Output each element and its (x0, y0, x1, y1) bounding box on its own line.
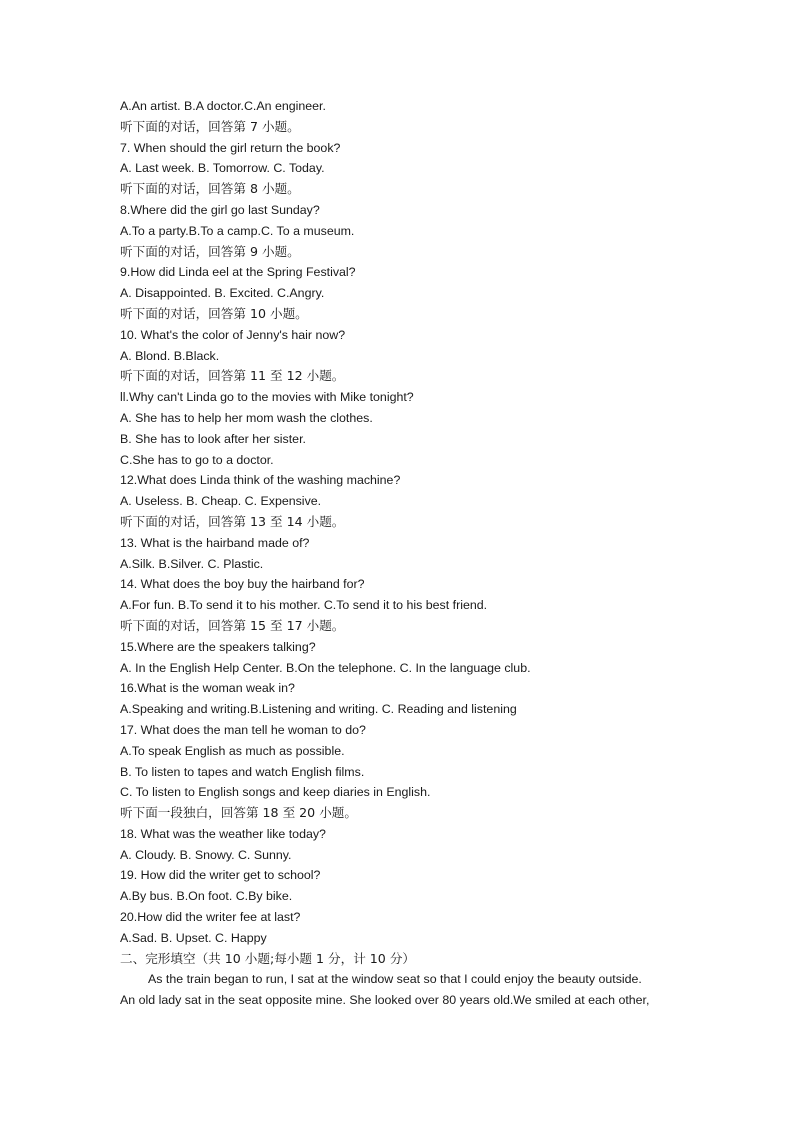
answer-options-q16: A.Speaking and writing.B.Listening and writing. C. Reading and listening (120, 702, 517, 717)
answer-options-q7: A. Last week. B. Tomorrow. C. Today. (120, 161, 325, 176)
answer-option-q11-b: B. She has to look after her sister. (120, 431, 306, 446)
section-heading-cloze: 二、完形填空（共 10 小题;每小题 1 分，计 10 分） (120, 950, 416, 966)
answer-options-q15: A. In the English Help Center. B.On the telephone. C. In the language club. (120, 660, 531, 675)
question-9: 9.How did Linda eel at the Spring Festival? (120, 265, 356, 280)
question-14: 14. What does the boy buy the hairband for? (120, 577, 365, 592)
answer-options-q8: A.To a party.B.To a camp.C. To a museum. (120, 223, 355, 238)
section-instruction-q10: 听下面的对话，回答第 10 小题。 (120, 305, 308, 321)
section-instruction-q9: 听下面的对话，回答第 9 小题。 (120, 243, 300, 259)
question-18: 18. What was the weather like today? (120, 826, 326, 841)
answer-options-q12: A. Useless. B. Cheap. C. Expensive. (120, 494, 322, 509)
answer-options-q13: A.Silk. B.Silver. C. Plastic. (120, 556, 264, 571)
question-15: 15.Where are the speakers talking? (120, 639, 316, 654)
section-instruction-q15-17: 听下面的对话，回答第 15 至 17 小题。 (120, 617, 345, 633)
question-7: 7. When should the girl return the book? (120, 140, 341, 155)
answer-options-q14: A.For fun. B.To send it to his mother. C.To send it to his best friend. (120, 598, 488, 613)
answer-option-q17-c: C. To listen to English songs and keep diaries in English. (120, 785, 431, 800)
section-instruction-q18-20: 听下面一段独白，回答第 18 至 20 小题。 (120, 805, 357, 821)
question-16: 16.What is the woman weak in? (120, 681, 295, 696)
question-20: 20.How did the writer fee at last? (120, 910, 301, 925)
answer-option-q17-b: B. To listen to tapes and watch English films. (120, 764, 365, 779)
section-instruction-q7: 听下面的对话，回答第 7 小题。 (120, 118, 300, 134)
answer-options-q6: A.An artist. B.A doctor.C.An engineer. (120, 99, 326, 113)
page-content (120, 96, 680, 1011)
cloze-passage-line-2: An old lady sat in the seat opposite mine. She looked over 80 years old.We smiled at each other, (120, 993, 650, 1008)
question-11: ll.Why can't Linda go to the movies with Mike tonight? (120, 390, 414, 405)
question-19: 19. How did the writer get to school? (120, 868, 321, 883)
answer-option-q11-c: C.She has to go to a doctor. (120, 452, 274, 467)
answer-options-q19: A.By bus. B.On foot. C.By bike. (120, 889, 293, 904)
answer-option-q17-a: A.To speak English as much as possible. (120, 743, 345, 758)
section-instruction-q11-12: 听下面的对话，回答第 11 至 12 小题。 (120, 368, 345, 384)
question-13: 13. What is the hairband made of? (120, 535, 310, 550)
answer-option-q11-a: A. She has to help her mom wash the clothes. (120, 410, 373, 425)
section-instruction-q13-14: 听下面的对话，回答第 13 至 14 小题。 (120, 513, 345, 529)
cloze-passage-line-1: As the train began to run, I sat at the window seat so that I could enjoy the beauty outside. (148, 972, 642, 987)
answer-options-q18: A. Cloudy. B. Snowy. C. Sunny. (120, 847, 292, 862)
question-10: 10. What's the color of Jenny's hair now? (120, 327, 346, 342)
question-12: 12.What does Linda think of the washing machine? (120, 473, 401, 488)
answer-options-q20: A.Sad. B. Upset. C. Happy (120, 930, 267, 945)
answer-options-q9: A. Disappointed. B. Excited. C.Angry. (120, 286, 325, 301)
question-8: 8.Where did the girl go last Sunday? (120, 202, 320, 217)
section-instruction-q8: 听下面的对话，回答第 8 小题。 (120, 181, 300, 197)
answer-options-q10: A. Blond. B.Black. (120, 348, 220, 363)
question-17: 17. What does the man tell he woman to do? (120, 722, 366, 737)
